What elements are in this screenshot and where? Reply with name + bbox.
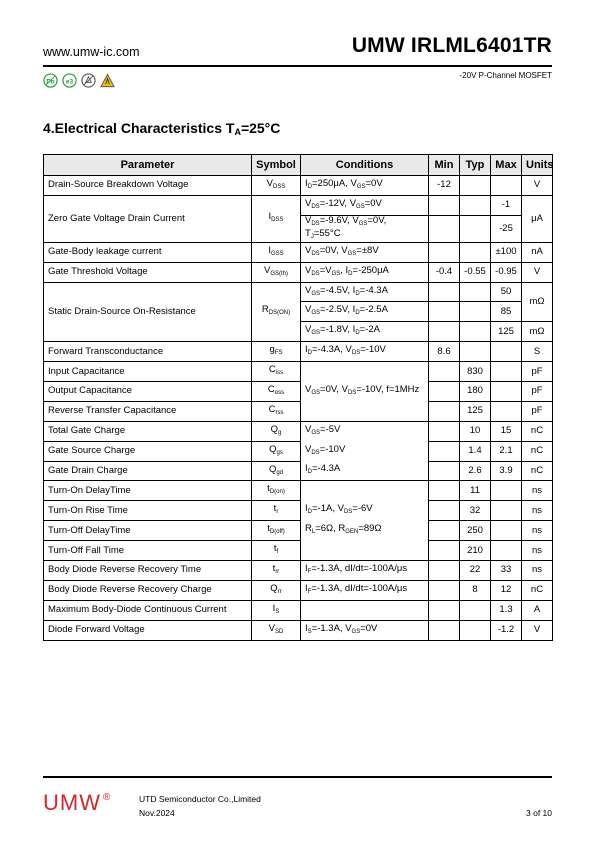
- param-cell: Diode Forward Voltage: [44, 620, 252, 640]
- unit-cell: V: [522, 620, 553, 640]
- condition-cell: $V_{GS}=-1.8V$, $I_D=-2A$: [301, 322, 429, 342]
- unit-cell: ns: [522, 561, 553, 581]
- header-parameter: Parameter: [44, 155, 252, 176]
- typ-cell: [460, 620, 491, 640]
- website-url: www.umw-ic.com: [43, 45, 140, 59]
- min-cell: [429, 382, 460, 402]
- condition-cell: $V_{DS}=0V$, $V_{GS}=\pm 8V$: [301, 242, 429, 262]
- min-cell: [429, 242, 460, 262]
- max-cell: 1.3: [491, 600, 522, 620]
- min-cell: [429, 282, 460, 302]
- min-cell: [429, 620, 460, 640]
- unit-cell: nC: [522, 441, 553, 461]
- electrical-characteristics-table: [43, 154, 553, 641]
- unit-cell: μA: [522, 195, 553, 242]
- unit-cell: ns: [522, 541, 553, 561]
- symbol-cell: $V_{DSS}$: [252, 176, 301, 196]
- max-cell: [491, 501, 522, 521]
- param-cell: Zero Gate Voltage Drain Current: [44, 195, 252, 242]
- typ-cell: [460, 176, 491, 196]
- typ-cell: [460, 302, 491, 322]
- table-row: [44, 362, 553, 382]
- e3-icon: [62, 73, 77, 88]
- condition-cell: $I_F=-1.3A$, dI/dt=-100A/μs: [301, 561, 429, 581]
- min-cell: [429, 541, 460, 561]
- max-cell: [491, 176, 522, 196]
- symbol-cell: $R_{DS(ON)}$: [252, 282, 301, 342]
- max-cell: [491, 401, 522, 421]
- max-cell: 2.1: [491, 441, 522, 461]
- unit-cell: ns: [522, 521, 553, 541]
- min-cell: [429, 195, 460, 215]
- min-cell: [429, 461, 460, 481]
- param-cell: Gate Source Charge: [44, 441, 252, 461]
- condition-cell: $R_L=6\Omega$, $R_{GEN}=89\Omega$: [301, 521, 429, 541]
- typ-cell: [460, 282, 491, 302]
- max-cell: 125: [491, 322, 522, 342]
- condition-cell: $V_{GS}=-4.5V$, $I_D=-4.3A$: [301, 282, 429, 302]
- min-cell: [429, 561, 460, 581]
- symbol-cell: $Q_{rr}$: [252, 580, 301, 600]
- typ-cell: -0.55: [460, 262, 491, 282]
- max-cell: ±100: [491, 242, 522, 262]
- condition-cell: $V_{GS}=-5V$: [301, 421, 429, 441]
- max-cell: -0.95: [491, 262, 522, 282]
- min-cell: [429, 501, 460, 521]
- pb-free-icon: [43, 73, 58, 88]
- table-row: [44, 441, 553, 461]
- unit-cell: A: [522, 600, 553, 620]
- max-cell: -1: [491, 195, 522, 215]
- unit-cell: V: [522, 176, 553, 196]
- umw-logo: UMW ®: [43, 790, 112, 815]
- header-min: Min: [429, 155, 460, 176]
- typ-cell: 250: [460, 521, 491, 541]
- condition-cell: $I_D=-1A$, $V_{DS}=-6V$: [301, 501, 429, 521]
- symbol-cell: $Q_{gd}$: [252, 461, 301, 481]
- typ-cell: 22: [460, 561, 491, 581]
- min-cell: [429, 580, 460, 600]
- max-cell: [491, 362, 522, 382]
- max-cell: [491, 382, 522, 402]
- max-cell: [491, 481, 522, 501]
- param-cell: Static Drain-Source On-Resistance: [44, 282, 252, 342]
- condition-cell: $V_{DS}=-12V$, $V_{GS}=0V$: [301, 195, 429, 215]
- max-cell: [491, 342, 522, 362]
- company-name: UTD Semiconductor Co.,Limited: [139, 794, 261, 804]
- max-cell: 12: [491, 580, 522, 600]
- header-units: Units: [522, 155, 553, 176]
- typ-cell: [460, 600, 491, 620]
- max-cell: [491, 521, 522, 541]
- unit-cell: ns: [522, 501, 553, 521]
- condition-cell: [301, 541, 429, 561]
- param-cell: Drain-Source Breakdown Voltage: [44, 176, 252, 196]
- unit-cell: pF: [522, 362, 553, 382]
- param-cell: Gate Drain Charge: [44, 461, 252, 481]
- condition-cell: $V_{DS}=-10V$: [301, 441, 429, 461]
- param-cell: Turn-On DelayTime: [44, 481, 252, 501]
- table-row: [44, 620, 553, 640]
- min-cell: [429, 322, 460, 342]
- typ-cell: 1.4: [460, 441, 491, 461]
- symbol-cell: $g_{FS}$: [252, 342, 301, 362]
- table-row: [44, 195, 553, 215]
- condition-cell: $I_D=250\mu A$, $V_{GS}=0V$: [301, 176, 429, 196]
- typ-cell: 8: [460, 580, 491, 600]
- unit-cell: V: [522, 262, 553, 282]
- condition-cell: $I_S=-1.3A$, $V_{GS}=0V$: [301, 620, 429, 640]
- typ-cell: [460, 195, 491, 215]
- param-cell: Turn-Off DelayTime: [44, 521, 252, 541]
- section-heading: 4.Electrical Characteristics $T_A=25^\circ C$: [43, 120, 281, 137]
- param-cell: Gate-Body leakage current: [44, 242, 252, 262]
- param-cell: Output Capacitance: [44, 382, 252, 402]
- condition-cell: [301, 600, 429, 620]
- symbol-cell: $I_{DSS}$: [252, 195, 301, 242]
- param-cell: Maximum Body-Diode Continuous Current: [44, 600, 252, 620]
- typ-cell: [460, 215, 491, 242]
- param-cell: Turn-Off Fall Time: [44, 541, 252, 561]
- min-cell: [429, 215, 460, 242]
- esd-icon: [100, 73, 115, 88]
- unit-cell: nC: [522, 580, 553, 600]
- symbol-cell: $t_r$: [252, 501, 301, 521]
- table-row: [44, 580, 553, 600]
- condition-cell: $I_D=-4.3A$, $V_{DS}=-10V$: [301, 342, 429, 362]
- typ-cell: 32: [460, 501, 491, 521]
- unit-cell: pF: [522, 401, 553, 421]
- max-cell: 15: [491, 421, 522, 441]
- symbol-cell: $C_{rss}$: [252, 401, 301, 421]
- table-row: [44, 401, 553, 421]
- typ-cell: 125: [460, 401, 491, 421]
- max-cell: 50: [491, 282, 522, 302]
- param-cell: Body Diode Reverse Recovery Charge: [44, 580, 252, 600]
- max-cell: 33: [491, 561, 522, 581]
- condition-cell: $V_{GS}=0V$, $V_{DS}=-10V$, f=1MHz: [301, 362, 429, 422]
- symbol-cell: $Q_{gs}$: [252, 441, 301, 461]
- symbol-cell: $t_{rr}$: [252, 561, 301, 581]
- symbol-cell: $Q_g$: [252, 421, 301, 441]
- condition-cell: $V_{GS}=-2.5V$, $I_D=-2.5A$: [301, 302, 429, 322]
- halogen-free-icon: [81, 73, 96, 88]
- max-cell: -1.2: [491, 620, 522, 640]
- min-cell: [429, 441, 460, 461]
- param-cell: Forward Transconductance: [44, 342, 252, 362]
- header-max: Max: [491, 155, 522, 176]
- device-subtitle: -20V P-Channel MOSFET: [459, 71, 552, 80]
- condition-cell: [301, 481, 429, 501]
- footer-rule: [43, 776, 552, 778]
- typ-cell: 2.6: [460, 461, 491, 481]
- typ-cell: 11: [460, 481, 491, 501]
- min-cell: 8.6: [429, 342, 460, 362]
- table-row: [44, 176, 553, 196]
- param-cell: Turn-On Rise Time: [44, 501, 252, 521]
- max-cell: -25: [491, 215, 522, 242]
- table-row: [44, 461, 553, 481]
- header-symbol: Symbol: [252, 155, 301, 176]
- symbol-cell: $V_{GS(th)}$: [252, 262, 301, 282]
- condition-cell: $V_{DS}=V_{GS}$, $I_D=-250\mu A$: [301, 262, 429, 282]
- unit-cell: ns: [522, 481, 553, 501]
- table-row: [44, 600, 553, 620]
- typ-cell: [460, 342, 491, 362]
- typ-cell: 210: [460, 541, 491, 561]
- svg-text:e3: e3: [65, 78, 74, 86]
- header-typ: Typ: [460, 155, 491, 176]
- table-row: [44, 481, 553, 501]
- min-cell: [429, 302, 460, 322]
- condition-cell: $I_D=-4.3A$: [301, 461, 429, 481]
- symbol-cell: $C_{iss}$: [252, 362, 301, 382]
- min-cell: [429, 521, 460, 541]
- min-cell: [429, 600, 460, 620]
- table-row: [44, 521, 553, 541]
- unit-cell: nC: [522, 461, 553, 481]
- symbol-cell: $t_{D(off)}$: [252, 521, 301, 541]
- table-row: [44, 282, 553, 302]
- condition-cell: $I_F=-1.3A$, dI/dt=-100A/μs: [301, 580, 429, 600]
- table-row: [44, 541, 553, 561]
- max-cell: 85: [491, 302, 522, 322]
- typ-cell: [460, 322, 491, 342]
- page-number: 3 of 10: [526, 808, 552, 818]
- unit-cell: mΩ: [522, 282, 553, 322]
- condition-cell: $V_{DS}=-9.6V$, $V_{GS}=0V$, $T_J=55^\circ C$: [301, 215, 429, 242]
- param-cell: Reverse Transfer Capacitance: [44, 401, 252, 421]
- svg-text:Pb: Pb: [46, 78, 55, 86]
- unit-cell: mΩ: [522, 322, 553, 342]
- symbol-cell: $V_{SD}$: [252, 620, 301, 640]
- symbol-cell: $t_f$: [252, 541, 301, 561]
- min-cell: [429, 362, 460, 382]
- min-cell: [429, 401, 460, 421]
- unit-cell: nA: [522, 242, 553, 262]
- max-cell: [491, 541, 522, 561]
- param-cell: Gate Threshold Voltage: [44, 262, 252, 282]
- certification-icons: [43, 73, 115, 88]
- table-row: [44, 421, 553, 441]
- symbol-cell: $t_{D(on)}$: [252, 481, 301, 501]
- release-date: Nov.2024: [139, 808, 175, 818]
- part-number-title: UMW IRLML6401TR: [351, 34, 552, 57]
- unit-cell: pF: [522, 382, 553, 402]
- min-cell: -12: [429, 176, 460, 196]
- param-cell: Body Diode Reverse Recovery Time: [44, 561, 252, 581]
- table-row: [44, 262, 553, 282]
- header-conditions: Conditions: [301, 155, 429, 176]
- typ-cell: 180: [460, 382, 491, 402]
- typ-cell: 10: [460, 421, 491, 441]
- header-rule: [43, 65, 552, 67]
- table-row: [44, 382, 553, 402]
- min-cell: [429, 481, 460, 501]
- min-cell: [429, 421, 460, 441]
- max-cell: 3.9: [491, 461, 522, 481]
- table-row: [44, 242, 553, 262]
- min-cell: -0.4: [429, 262, 460, 282]
- table-header-row: [44, 155, 553, 176]
- typ-cell: [460, 242, 491, 262]
- unit-cell: S: [522, 342, 553, 362]
- typ-cell: 830: [460, 362, 491, 382]
- symbol-cell: $C_{oss}$: [252, 382, 301, 402]
- table-row: [44, 561, 553, 581]
- table-row: [44, 342, 553, 362]
- param-cell: Total Gate Charge: [44, 421, 252, 441]
- param-cell: Input Capacitance: [44, 362, 252, 382]
- symbol-cell: $I_S$: [252, 600, 301, 620]
- symbol-cell: $I_{GSS}$: [252, 242, 301, 262]
- table-row: [44, 501, 553, 521]
- unit-cell: nC: [522, 421, 553, 441]
